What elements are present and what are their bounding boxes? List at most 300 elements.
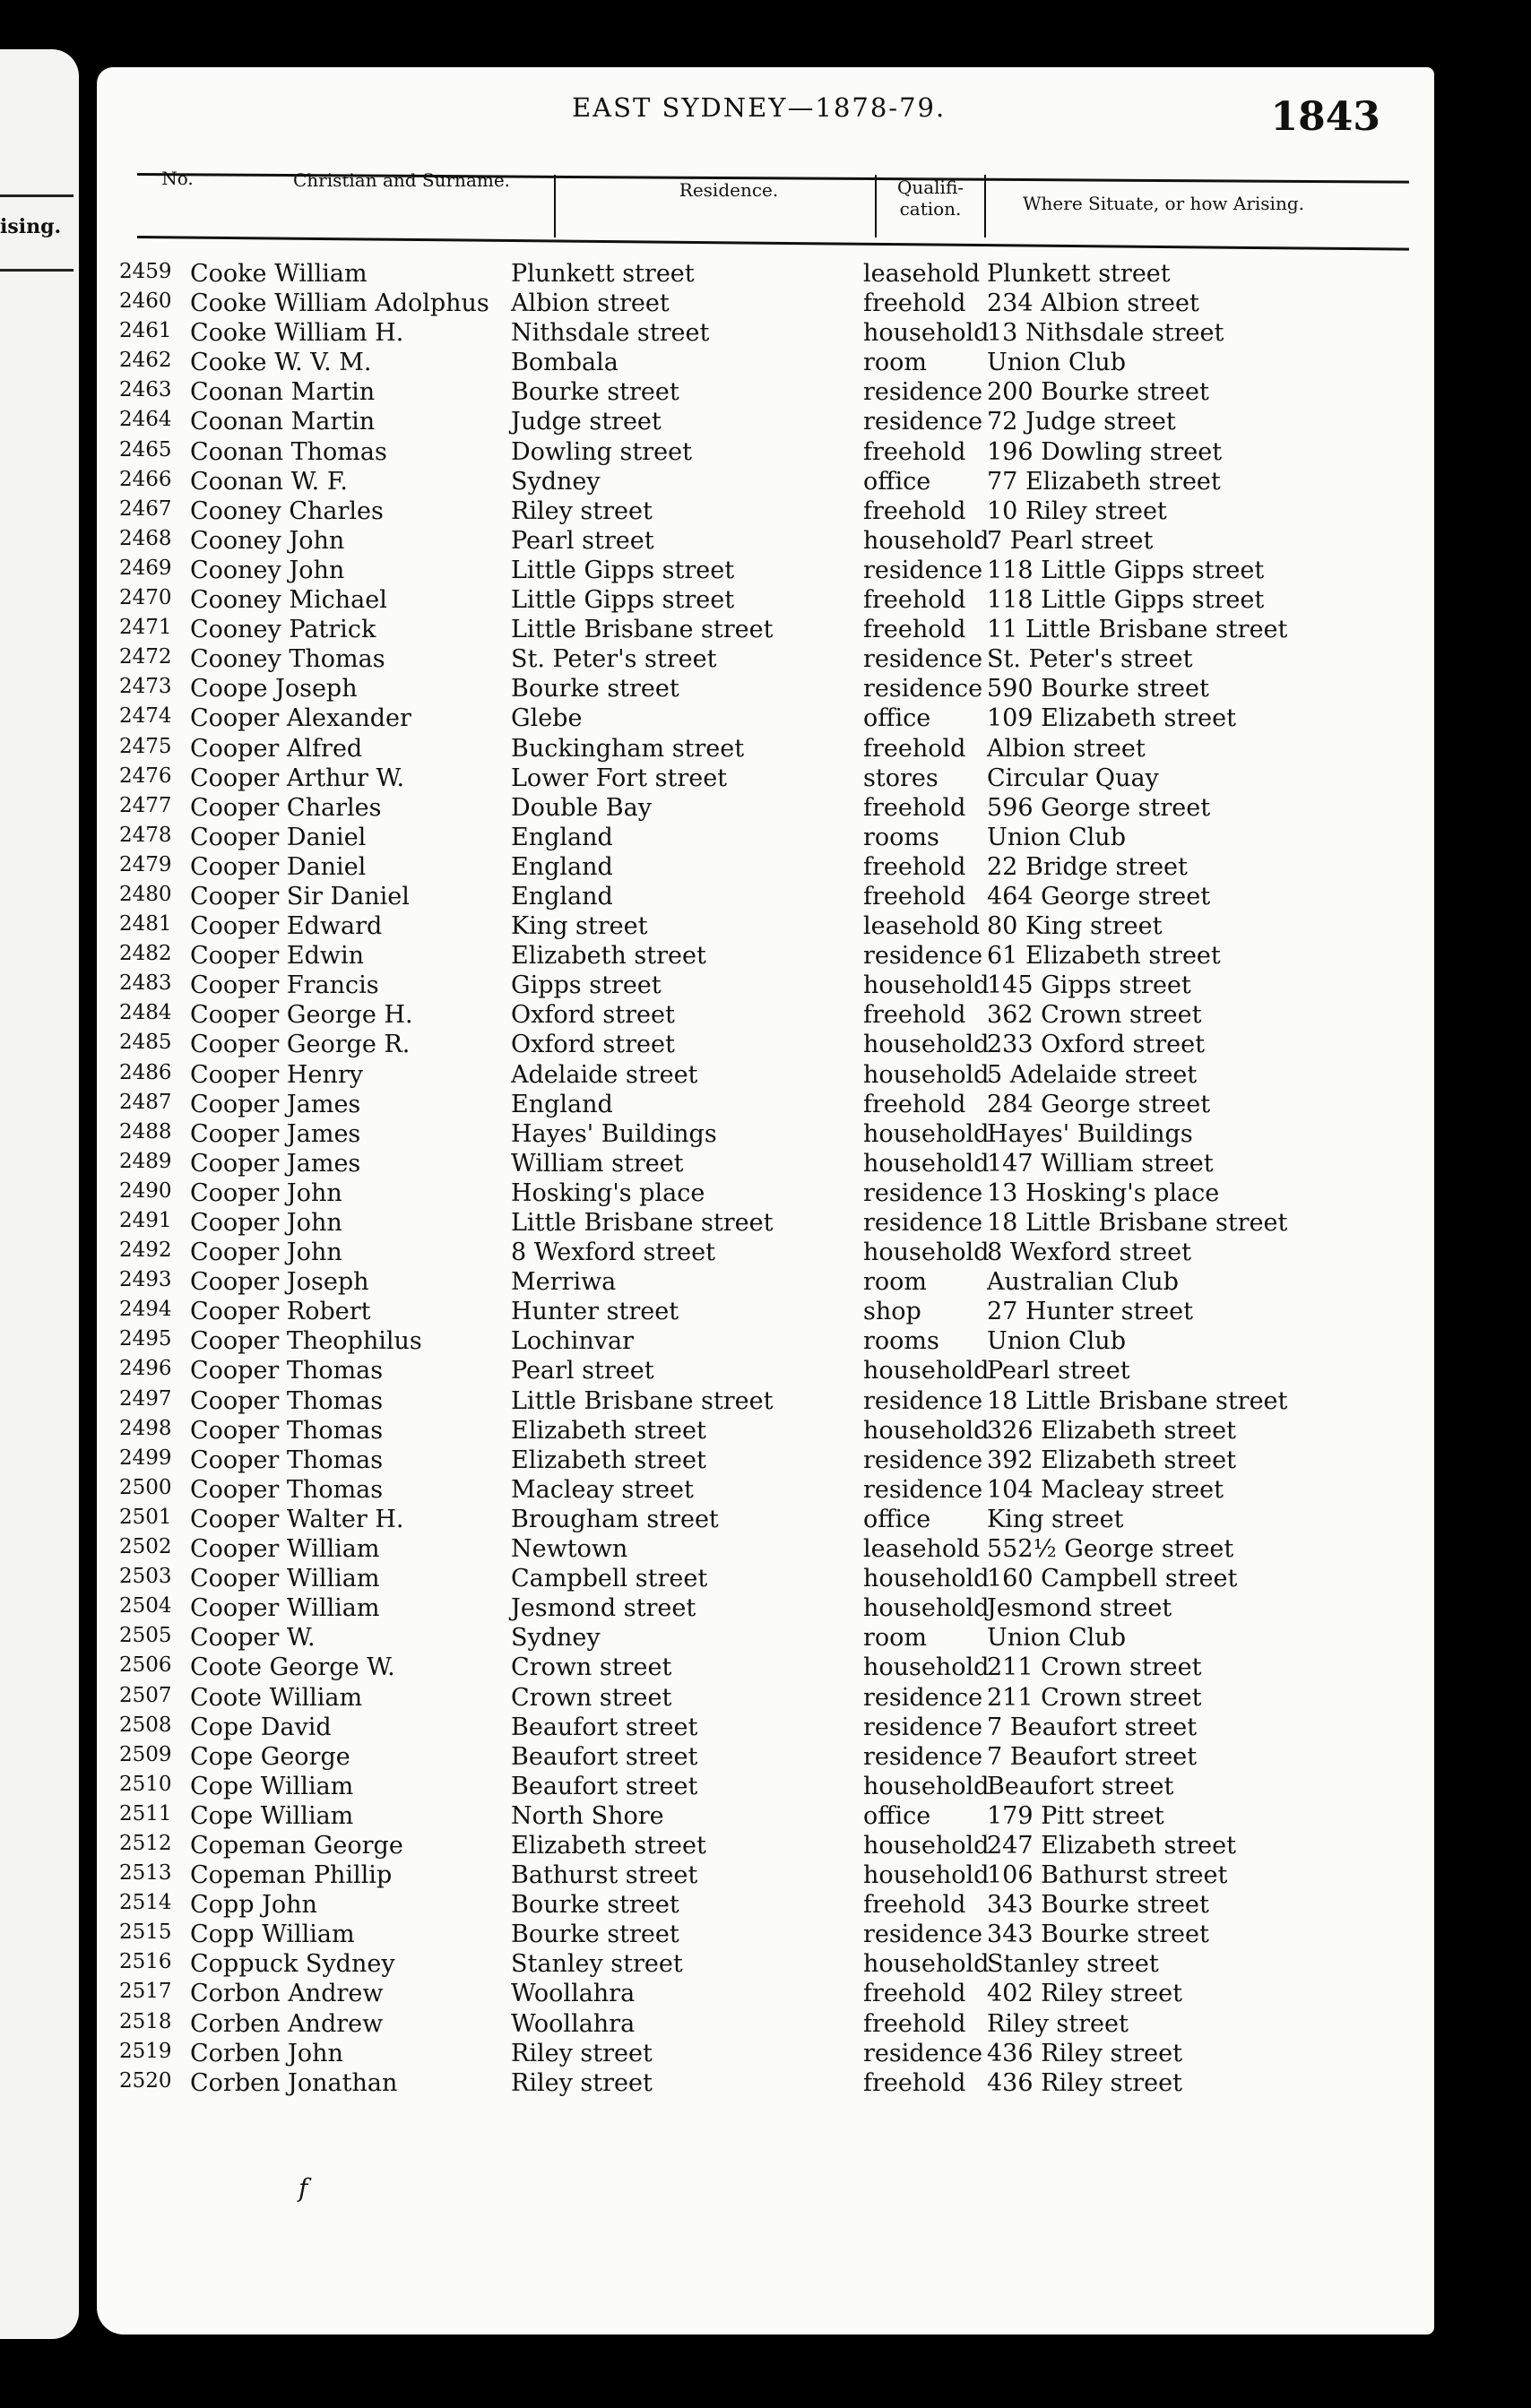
table-row (97, 1653, 1434, 1683)
cell-name: Cooper Francis (190, 971, 379, 1000)
cell-where: 211 Crown street (987, 1653, 1202, 1682)
cell-residence: England (511, 823, 613, 851)
cell-no: 2494 (119, 1298, 172, 1322)
table-row (97, 289, 1434, 319)
previous-page-heading: ising. (0, 215, 62, 238)
table-row (97, 1298, 1434, 1327)
cell-residence: Lower Fort street (511, 764, 728, 792)
cell-name: Cooper George R. (190, 1031, 411, 1059)
cell-no: 2466 (119, 467, 172, 491)
table-row (97, 1802, 1434, 1832)
cell-qualification: freehold (863, 1001, 966, 1030)
cell-where: 343 Bourke street (987, 1891, 1209, 1920)
table-row (97, 912, 1434, 942)
cell-qualification: household (863, 1772, 990, 1800)
cell-residence: 8 Wexford street (511, 1239, 715, 1267)
table-row (97, 1980, 1434, 2009)
table-row (97, 1832, 1434, 1861)
cell-no: 2492 (119, 1239, 172, 1263)
cell-residence: Woollahra (511, 2009, 636, 2038)
cell-where: 464 George street (987, 882, 1211, 911)
table-row (97, 1417, 1434, 1446)
cell-no: 2460 (119, 289, 172, 314)
cell-no: 2465 (119, 437, 172, 462)
cell-where: 8 Wexford street (987, 1239, 1191, 1267)
cell-where: 362 Crown street (987, 1001, 1202, 1030)
cell-no: 2502 (119, 1535, 172, 1559)
cell-no: 2507 (119, 1683, 172, 1707)
cell-qualification: household (863, 1594, 990, 1623)
table-row (97, 824, 1434, 853)
cell-name: Coonan Martin (190, 408, 376, 436)
cell-name: Cooney Michael (190, 586, 387, 615)
cell-qualification: residence (863, 408, 983, 436)
table-row (97, 2040, 1434, 2069)
cell-no: 2483 (119, 971, 172, 996)
cell-no: 2491 (119, 1209, 172, 1232)
table-row (97, 735, 1434, 764)
cell-qualification: household (863, 1060, 990, 1089)
cell-no: 2464 (119, 408, 172, 432)
cell-qualification: rooms (863, 823, 939, 851)
cell-name: Cooper Sir Daniel (190, 882, 410, 911)
cell-name: Coonan Martin (190, 378, 376, 407)
cell-name: Corben John (190, 2039, 343, 2067)
table-row (97, 853, 1434, 883)
cell-where: 13 Nithsdale street (987, 319, 1224, 348)
cell-where: 72 Judge street (987, 408, 1176, 436)
cell-name: Corben Andrew (190, 2009, 384, 2038)
cell-no: 2499 (119, 1446, 172, 1470)
cell-name: Cooper Henry (190, 1060, 363, 1089)
cell-qualification: household (863, 1416, 990, 1445)
cell-qualification: freehold (863, 586, 966, 615)
cell-qualification: freehold (863, 437, 966, 466)
table-row (97, 1565, 1434, 1594)
cell-qualification: household (863, 1653, 990, 1682)
cell-no: 2500 (119, 1475, 172, 1499)
cell-name: Coonan W. F. (190, 467, 348, 496)
cell-where: St. Peter's street (987, 645, 1193, 674)
cell-where: 7 Beaufort street (987, 1713, 1198, 1741)
table-row (97, 1684, 1434, 1713)
cell-where: 436 Riley street (987, 2068, 1182, 2097)
cell-qualification: freehold (863, 496, 966, 525)
cell-qualification: residence (863, 1178, 983, 1207)
cell-no: 2485 (119, 1031, 172, 1055)
column-header-name: Christian and Surname. (292, 169, 511, 191)
cell-name: Cooper Joseph (190, 1268, 369, 1297)
cell-residence: Brougham street (511, 1505, 719, 1533)
cell-qualification: residence (863, 942, 983, 971)
cell-name: Cope William (190, 1772, 354, 1800)
cell-qualification: household (863, 319, 990, 348)
cell-where: 7 Beaufort street (987, 1742, 1198, 1771)
cell-qualification: freehold (863, 616, 966, 644)
table-row (97, 1773, 1434, 1802)
table-row (97, 1446, 1434, 1476)
cell-name: Cooper Edward (190, 912, 383, 941)
cell-name: Cope William (190, 1801, 354, 1830)
cell-residence: Lochinvar (511, 1327, 634, 1356)
cell-qualification: freehold (863, 1090, 966, 1118)
cell-no: 2470 (119, 586, 172, 610)
cell-no: 2478 (119, 823, 172, 847)
cell-qualification: freehold (863, 852, 966, 881)
cell-residence: Bourke street (511, 675, 679, 703)
previous-page-rule (0, 194, 74, 197)
previous-page-edge (0, 49, 79, 2339)
cell-no: 2504 (119, 1594, 172, 1618)
cell-qualification: residence (863, 1209, 983, 1237)
cell-where: 160 Campbell street (987, 1565, 1238, 1593)
cell-residence: England (511, 852, 613, 881)
cell-name: Cooper James (190, 1090, 361, 1118)
cell-name: Cooney Charles (190, 496, 384, 525)
cell-residence: Beaufort street (511, 1742, 698, 1771)
table-row (97, 468, 1434, 497)
cell-residence: Newtown (511, 1535, 628, 1564)
cell-name: Cooper W. (190, 1624, 316, 1653)
cell-residence: Crown street (511, 1683, 672, 1712)
cell-name: Corbon Andrew (190, 1980, 384, 2008)
cell-no: 2459 (119, 260, 172, 283)
column-header-where: Where Situate, or how Arising. (1022, 193, 1304, 214)
cell-where: 196 Dowling street (987, 437, 1223, 466)
table-row (97, 764, 1434, 794)
cell-qualification: freehold (863, 2068, 966, 2097)
cell-residence: Pearl street (511, 1357, 654, 1385)
cell-residence: Little Gipps street (511, 556, 735, 584)
cell-name: Cooke William H. (190, 319, 404, 348)
cell-where: Beaufort street (987, 1772, 1174, 1800)
cell-no: 2487 (119, 1090, 172, 1114)
cell-no: 2482 (119, 942, 172, 966)
cell-where: 552½ George street (987, 1535, 1234, 1564)
cell-residence: Bathurst street (511, 1861, 698, 1890)
cell-name: Cooper Charles (190, 793, 382, 822)
cell-no: 2479 (119, 852, 172, 876)
cell-qualification: residence (863, 1742, 983, 1771)
cell-no: 2514 (119, 1891, 172, 1915)
cell-qualification: room (863, 1624, 928, 1653)
cell-name: Cooper Thomas (190, 1386, 384, 1415)
cell-qualification: residence (863, 556, 983, 584)
page-header (97, 67, 1434, 246)
cell-where: Union Club (987, 1624, 1126, 1653)
table-row (97, 1031, 1434, 1060)
cell-name: Cooper William (190, 1594, 380, 1623)
cell-where: 402 Riley street (987, 1980, 1182, 2008)
cell-where: Pearl street (987, 1357, 1130, 1385)
cell-no: 2511 (119, 1801, 172, 1825)
cell-residence: King street (511, 912, 648, 941)
cell-no: 2498 (119, 1416, 172, 1440)
table-row (97, 1713, 1434, 1743)
cell-where: 343 Bourke street (987, 1920, 1209, 1949)
cell-name: Cooper Thomas (190, 1446, 384, 1474)
column-header-no: No. (161, 168, 194, 189)
cell-qualification: office (863, 704, 931, 733)
table-row (97, 2010, 1434, 2040)
cell-name: Copp John (190, 1891, 317, 1920)
cell-qualification: household (863, 1357, 990, 1385)
cell-name: Cooper Alfred (190, 734, 363, 763)
cell-no: 2471 (119, 616, 172, 640)
column-separator (875, 175, 877, 237)
table-row (97, 1950, 1434, 1980)
cell-no: 2495 (119, 1327, 172, 1351)
cell-residence: Campbell street (511, 1565, 708, 1593)
cell-no: 2501 (119, 1505, 172, 1529)
table-row (97, 1091, 1434, 1120)
cell-no: 2508 (119, 1713, 172, 1737)
table-row (97, 408, 1434, 437)
register-page (97, 67, 1434, 2335)
cell-residence: Buckingham street (511, 734, 745, 763)
table-row (97, 1861, 1434, 1891)
cell-name: Cooney Patrick (190, 616, 376, 644)
header-rule-bottom (137, 236, 1409, 251)
table-row (97, 1920, 1434, 1950)
cell-name: Copeman George (190, 1831, 403, 1860)
cell-residence: Pearl street (511, 526, 654, 555)
cell-name: Cooper Thomas (190, 1475, 384, 1504)
table-row (97, 1476, 1434, 1506)
cell-name: Coote William (190, 1683, 363, 1712)
cell-name: Cooper Alexander (190, 704, 411, 733)
cell-residence: Crown street (511, 1653, 672, 1682)
cell-residence: Riley street (511, 2068, 653, 2097)
cell-where: 13 Hosking's place (987, 1178, 1220, 1207)
cell-where: 211 Crown street (987, 1683, 1202, 1712)
cell-no: 2497 (119, 1386, 172, 1411)
cell-where: Union Club (987, 349, 1126, 377)
cell-qualification: freehold (863, 793, 966, 822)
cell-residence: Jesmond street (511, 1594, 696, 1623)
column-header-qualification: Qualifi- cation. (896, 177, 964, 220)
cell-where: 234 Albion street (987, 289, 1199, 318)
table-row (97, 1179, 1434, 1209)
cell-where: 284 George street (987, 1090, 1211, 1118)
cell-residence: Little Brisbane street (511, 616, 774, 644)
cell-residence: Bombala (511, 349, 618, 377)
cell-name: Cope David (190, 1713, 332, 1741)
cell-where: 22 Bridge street (987, 852, 1188, 881)
table-row (97, 557, 1434, 586)
cell-no: 2496 (119, 1357, 172, 1381)
table-row (97, 349, 1434, 378)
cell-name: Coote George W. (190, 1653, 395, 1682)
cell-qualification: shop (863, 1298, 921, 1326)
table-row (97, 704, 1434, 734)
cell-where: Australian Club (987, 1268, 1179, 1297)
cell-name: Coope Joseph (190, 675, 358, 703)
cell-where: 233 Oxford street (987, 1031, 1205, 1059)
cell-qualification: office (863, 467, 931, 496)
signature-mark: f (298, 2173, 308, 2203)
page-number: 1843 (1270, 94, 1380, 140)
cell-residence: Woollahra (511, 1980, 636, 2008)
table-row (97, 1327, 1434, 1357)
cell-qualification: household (863, 526, 990, 555)
cell-where: 106 Bathurst street (987, 1861, 1228, 1890)
cell-residence: Little Brisbane street (511, 1386, 774, 1415)
cell-residence: Oxford street (511, 1001, 675, 1030)
cell-no: 2518 (119, 2009, 172, 2033)
table-row (97, 1506, 1434, 1535)
table-row (97, 1061, 1434, 1091)
cell-no: 2461 (119, 319, 172, 343)
cell-qualification: leasehold (863, 1535, 981, 1564)
cell-name: Cooney John (190, 526, 345, 555)
cell-qualification: residence (863, 1446, 983, 1474)
cell-where: Riley street (987, 2009, 1129, 2038)
cell-no: 2469 (119, 556, 172, 580)
cell-qualification: residence (863, 378, 983, 407)
cell-no: 2516 (119, 1950, 172, 1974)
cell-where: Jesmond street (987, 1594, 1172, 1623)
cell-no: 2475 (119, 734, 172, 758)
cell-where: 590 Bourke street (987, 675, 1209, 703)
column-separator (554, 175, 556, 237)
cell-no: 2474 (119, 704, 172, 729)
cell-qualification: freehold (863, 2009, 966, 2038)
cell-residence: Sydney (511, 467, 601, 496)
cell-residence: North Shore (511, 1801, 664, 1830)
cell-no: 2490 (119, 1178, 172, 1203)
cell-name: Cooper Robert (190, 1298, 371, 1326)
cell-qualification: room (863, 1268, 928, 1297)
cell-no: 2477 (119, 793, 172, 817)
cell-no: 2472 (119, 645, 172, 669)
cell-name: Cooper William (190, 1535, 380, 1564)
cell-name: Cooney Thomas (190, 645, 385, 674)
cell-no: 2506 (119, 1653, 172, 1678)
table-row (97, 1209, 1434, 1239)
cell-no: 2476 (119, 764, 172, 788)
cell-residence: Plunkett street (511, 260, 695, 288)
cell-where: Plunkett street (987, 260, 1171, 288)
table-row (97, 1268, 1434, 1298)
cell-where: 11 Little Brisbane street (987, 616, 1288, 644)
cell-name: Cooper John (190, 1209, 342, 1237)
cell-qualification: household (863, 1149, 990, 1178)
cell-residence: Elizabeth street (511, 1831, 706, 1860)
cell-residence: Adelaide street (511, 1060, 698, 1089)
cell-residence: Beaufort street (511, 1713, 698, 1741)
table-row (97, 1624, 1434, 1653)
cell-no: 2505 (119, 1624, 172, 1648)
cell-name: Cooper John (190, 1239, 342, 1267)
cell-qualification: freehold (863, 1891, 966, 1920)
cell-no: 2481 (119, 912, 172, 936)
table-row (97, 1239, 1434, 1268)
cell-qualification: room (863, 349, 928, 377)
cell-no: 2517 (119, 1980, 172, 2004)
cell-no: 2519 (119, 2039, 172, 2063)
table-row (97, 971, 1434, 1001)
cell-where: 5 Adelaide street (987, 1060, 1198, 1089)
cell-residence: England (511, 882, 613, 911)
register-entries (97, 260, 1434, 2099)
cell-name: Cooper George H. (190, 1001, 413, 1030)
cell-qualification: residence (863, 1713, 983, 1741)
cell-where: 436 Riley street (987, 2039, 1182, 2067)
cell-where: 61 Elizabeth street (987, 942, 1221, 971)
table-row (97, 319, 1434, 349)
cell-name: Cooney John (190, 556, 345, 584)
cell-name: Cooke W. V. M. (190, 349, 372, 377)
table-row (97, 794, 1434, 824)
cell-qualification: household (863, 1031, 990, 1059)
cell-no: 2486 (119, 1060, 172, 1084)
cell-name: Coonan Thomas (190, 437, 387, 466)
table-row (97, 1001, 1434, 1031)
cell-residence: Double Bay (511, 793, 652, 822)
cell-where: 118 Little Gipps street (987, 586, 1265, 615)
running-title: EAST SYDNEY—1878-79. (572, 92, 947, 123)
cell-residence: Little Brisbane street (511, 1209, 774, 1237)
cell-no: 2467 (119, 496, 172, 521)
cell-qualification: freehold (863, 1980, 966, 2008)
cell-residence: Nithsdale street (511, 319, 710, 348)
table-row (97, 1150, 1434, 1179)
cell-residence: Little Gipps street (511, 586, 735, 615)
cell-name: Cooke William Adolphus (190, 289, 489, 318)
cell-qualification: stores (863, 764, 938, 792)
cell-where: 147 William street (987, 1149, 1214, 1178)
cell-residence: Bourke street (511, 1891, 679, 1920)
cell-residence: Glebe (511, 704, 583, 733)
cell-where: Circular Quay (987, 764, 1159, 792)
cell-qualification: residence (863, 1475, 983, 1504)
cell-no: 2473 (119, 675, 172, 699)
cell-name: Copeman Phillip (190, 1861, 393, 1890)
cell-where: 80 King street (987, 912, 1163, 941)
cell-no: 2489 (119, 1149, 172, 1173)
cell-qualification: household (863, 1861, 990, 1890)
table-row (97, 2069, 1434, 2099)
cell-where: 7 Pearl street (987, 526, 1154, 555)
cell-residence: Gipps street (511, 971, 662, 1000)
cell-residence: Albion street (511, 289, 670, 318)
cell-name: Cooper William (190, 1565, 380, 1593)
cell-where: Stanley street (987, 1950, 1159, 1979)
cell-where: 18 Little Brisbane street (987, 1386, 1288, 1415)
cell-name: Copp William (190, 1920, 355, 1949)
table-row (97, 1387, 1434, 1417)
cell-residence: Stanley street (511, 1950, 683, 1979)
table-row (97, 260, 1434, 289)
cell-name: Cooper Daniel (190, 823, 367, 851)
cell-qualification: office (863, 1801, 931, 1830)
cell-no: 2468 (119, 526, 172, 550)
cell-residence: Merriwa (511, 1268, 617, 1297)
cell-name: Coppuck Sydney (190, 1950, 395, 1979)
table-row (97, 645, 1434, 675)
cell-residence: Riley street (511, 496, 653, 525)
cell-residence: St. Peter's street (511, 645, 717, 674)
cell-residence: Bourke street (511, 378, 679, 407)
cell-residence: Hayes' Buildings (511, 1119, 717, 1148)
table-row (97, 438, 1434, 468)
cell-residence: Macleay street (511, 1475, 694, 1504)
cell-qualification: household (863, 1119, 990, 1148)
cell-where: 10 Riley street (987, 496, 1167, 525)
cell-qualification: residence (863, 1683, 983, 1712)
table-row (97, 586, 1434, 616)
